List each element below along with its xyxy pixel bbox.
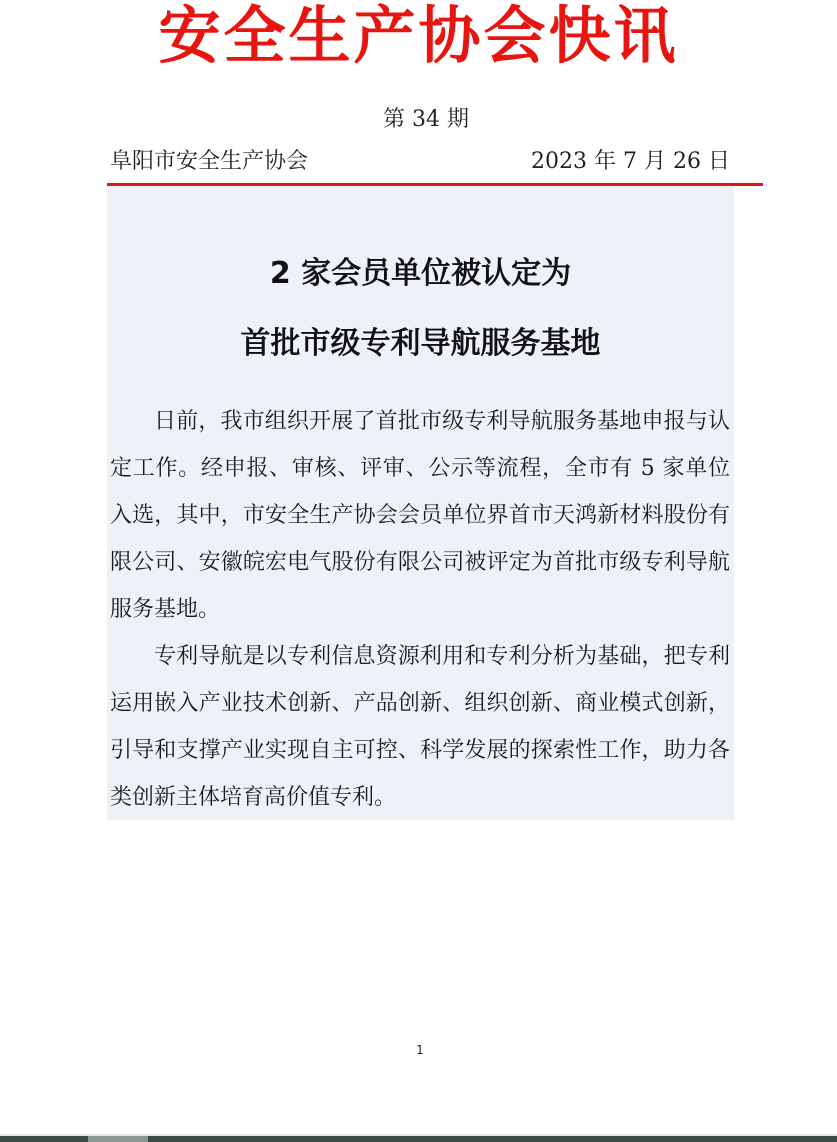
page-number: 1 — [416, 1043, 424, 1057]
article-paragraph-1: 日前，我市组织开展了首批市级专利导航服务基地申报与认定工作。经申报、审核、评审、公示等流程，全市有 5 家单位入选，其中，市安全生产协会会员单位界首市天鸿新材料股份有限公司、安徽皖宏电气股份有限公司被评定为首批市级专利导航服务基地。 — [110, 409, 730, 622]
horizontal-scrollbar-thumb[interactable] — [88, 1136, 148, 1142]
publish-date: 2023 年 7 月 26 日 — [531, 149, 730, 174]
publisher-organization: 阜阳市安全生产协会 — [110, 149, 309, 174]
article-headline-line-2: 首批市级专利导航服务基地 — [240, 326, 601, 361]
issue-number: 第 34 期 — [383, 107, 469, 132]
article-headline-line-1: 2 家会员单位被认定为 — [269, 256, 572, 291]
header-meta-row — [110, 146, 730, 178]
newsletter-masthead-title: 安全生产协会快讯 — [158, 0, 679, 72]
article-panel — [107, 186, 734, 820]
article-paragraph-2: 专利导航是以专利信息资源利用和专利分析为基础，把专利运用嵌入产业技术创新、产品创新、组织创新、商业模式创新，引导和支撑产业实现自主可控、科学发展的探索性工作，助力各类创新主体培育高价值专利。 — [110, 644, 730, 810]
